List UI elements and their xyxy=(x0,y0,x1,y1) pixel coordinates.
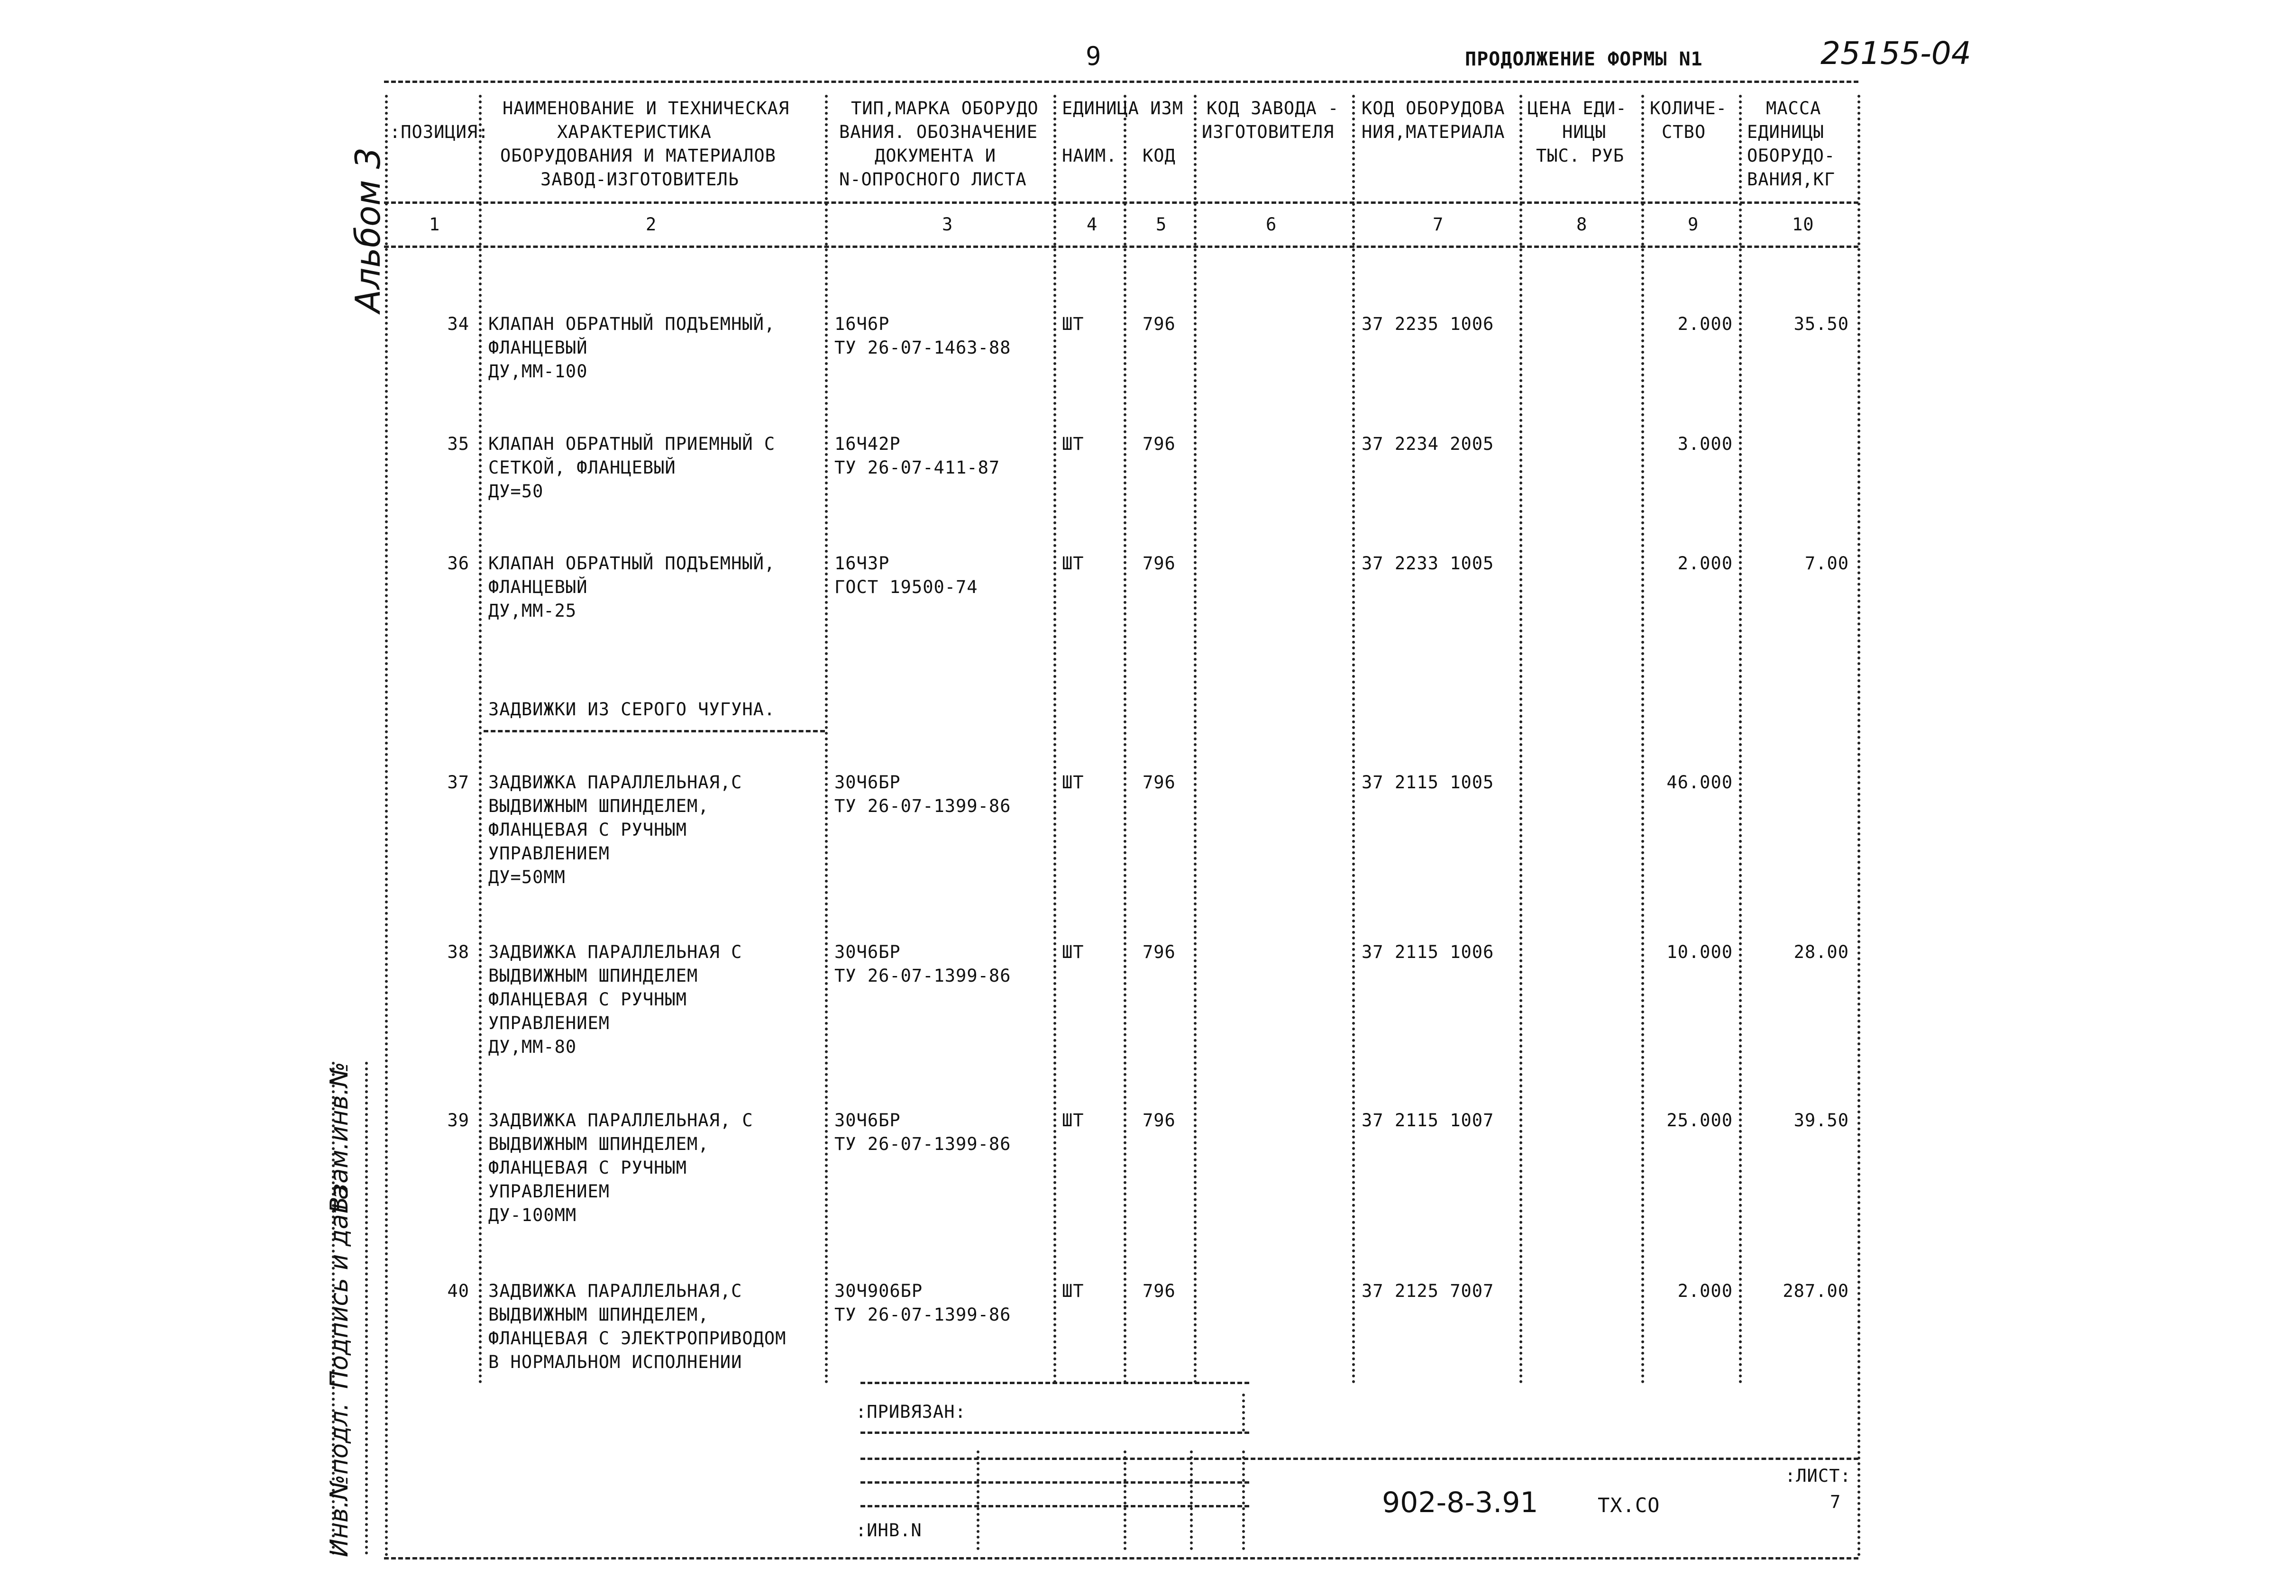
header-type-4: N-ОПРОСНОГО ЛИСТА xyxy=(839,169,1027,190)
header-name-4: ЗАВОД-ИЗГОТОВИТЕЛЬ xyxy=(540,169,739,190)
row-35-qty: 3.000 xyxy=(1677,434,1733,454)
row-40-name-2: ВЫДВИЖНЫМ ШПИНДЕЛЕМ, xyxy=(488,1304,709,1325)
header-price-1: ЦЕНА ЕДИ- xyxy=(1528,98,1627,119)
header-name-1: НАИМЕНОВАНИЕ И ТЕХНИЧЕСКАЯ xyxy=(503,98,790,119)
row-37-name-1: ЗАДВИЖКА ПАРАЛЛЕЛЬНАЯ,С xyxy=(488,772,742,793)
row-37-type-2: ТУ 26-07-1399-86 xyxy=(834,796,1011,816)
row-34-name-2: ФЛАНЦЕВЫЙ xyxy=(488,337,588,358)
side-stamp-inv-podl: Инв.№подл. xyxy=(325,1403,354,1557)
row-37-name-3: ФЛАНЦЕВАЯ С РУЧНЫМ xyxy=(488,820,687,840)
header-plant-code-1: КОД ЗАВОДА - xyxy=(1207,98,1339,119)
row-37-position: 37 xyxy=(447,772,469,793)
row-39-qty: 25.000 xyxy=(1666,1110,1733,1131)
doc-code-handwritten: 25155-04 xyxy=(1820,35,1971,72)
colnum-10: 10 xyxy=(1792,214,1814,235)
row-35-name-2: СЕТКОЙ, ФЛАНЦЕВЫЙ xyxy=(488,457,676,478)
col-sep-3 xyxy=(1053,95,1056,1384)
row-36-mass: 7.00 xyxy=(1804,553,1849,574)
stamp-top-rule xyxy=(860,1382,1249,1384)
row-36-qty: 2.000 xyxy=(1677,553,1733,574)
row-40-unit-code: 796 xyxy=(1143,1281,1176,1301)
album-label: Альбом 3 xyxy=(348,147,388,313)
stamp-sep-a xyxy=(977,1450,979,1550)
header-type-3: ДОКУМЕНТА И xyxy=(875,146,997,166)
row-39-name-5: ДУ-100ММ xyxy=(488,1205,577,1225)
col-sep-7 xyxy=(1519,95,1522,1384)
row-38-position: 38 xyxy=(447,942,469,962)
row-40-type-2: ТУ 26-07-1399-86 xyxy=(834,1304,1011,1325)
stamp-sep-b xyxy=(1124,1450,1126,1550)
header-price-3: ТЫС. РУБ xyxy=(1536,146,1625,166)
row-40-unit: ШТ xyxy=(1062,1281,1084,1301)
col-sep-1 xyxy=(479,95,482,1384)
table-top-rule xyxy=(384,81,1858,83)
colnum-2: 2 xyxy=(646,214,657,235)
header-equip-code-1: КОД ОБОРУДОВА xyxy=(1362,98,1505,119)
stamp-sep-d xyxy=(1242,1450,1245,1550)
header-unit: ЕДИНИЦА ИЗМ xyxy=(1062,98,1184,119)
row-36-name-1: КЛАПАН ОБРАТНЫЙ ПОДЪЕМНЫЙ, xyxy=(488,553,776,574)
row-36-position: 36 xyxy=(447,553,469,574)
row-35-unit: ШТ xyxy=(1062,434,1084,454)
row-38-name-3: ФЛАНЦЕВАЯ С РУЧНЫМ xyxy=(488,989,687,1010)
side-stamp-vzam-inv: Взам.инв.№ xyxy=(325,1062,354,1213)
row-35-unit-code: 796 xyxy=(1143,434,1176,454)
sheet-number: 7 xyxy=(1830,1492,1841,1512)
row-37-unit: ШТ xyxy=(1062,772,1084,793)
row-40-name-3: ФЛАНЦЕВАЯ С ЭЛЕКТРОПРИВОДОМ xyxy=(488,1328,787,1349)
table-bottom-rule xyxy=(384,1557,1858,1560)
colnum-8: 8 xyxy=(1576,214,1588,235)
header-unit-name: НАИМ. xyxy=(1062,146,1117,166)
section-heading: ЗАДВИЖКИ ИЗ СЕРОГО ЧУГУНА. xyxy=(488,699,776,720)
header-position: :ПОЗИЦИЯ: xyxy=(390,122,489,142)
row-35-position: 35 xyxy=(447,434,469,454)
header-bottom-rule xyxy=(384,201,1858,204)
row-34-unit-code: 796 xyxy=(1143,314,1176,334)
row-38-name-1: ЗАДВИЖКА ПАРАЛЛЕЛЬНАЯ С xyxy=(488,942,742,962)
col-sep-right xyxy=(1857,95,1860,1557)
row-35-type-2: ТУ 26-07-411-87 xyxy=(834,457,1000,478)
row-38-name-5: ДУ,ММ-80 xyxy=(488,1037,577,1057)
row-40-qty: 2.000 xyxy=(1677,1281,1733,1301)
row-39-mass: 39.50 xyxy=(1793,1110,1849,1131)
row-39-position: 39 xyxy=(447,1110,469,1131)
continuation-title: ПРОДОЛЖЕНИЕ ФОРМЫ N1 xyxy=(1465,48,1703,70)
row-34-equip-code: 37 2235 1006 xyxy=(1362,314,1494,334)
header-qty-2: СТВО xyxy=(1662,122,1706,142)
header-name-3: ОБОРУДОВАНИЯ И МАТЕРИАЛОВ xyxy=(500,146,776,166)
colnum-6: 6 xyxy=(1266,214,1277,235)
row-39-name-4: УПРАВЛЕНИЕМ xyxy=(488,1181,610,1202)
row-39-name-2: ВЫДВИЖНЫМ ШПИНДЕЛЕМ, xyxy=(488,1134,709,1154)
row-34-type-2: ТУ 26-07-1463-88 xyxy=(834,337,1011,358)
header-mass-2: ЕДИНИЦЫ xyxy=(1747,122,1824,142)
page-number: 9 xyxy=(1086,41,1102,71)
header-unit-code: КОД xyxy=(1143,146,1176,166)
row-38-unit-code: 796 xyxy=(1143,942,1176,962)
row-38-name-4: УПРАВЛЕНИЕМ xyxy=(488,1013,610,1033)
header-mass-1: МАССА xyxy=(1766,98,1821,119)
header-equip-code-2: НИЯ,МАТЕРИАЛА xyxy=(1362,122,1505,142)
colnum-1: 1 xyxy=(429,214,440,235)
row-34-qty: 2.000 xyxy=(1677,314,1733,334)
colnum-4: 4 xyxy=(1087,214,1098,235)
row-39-unit: ШТ xyxy=(1062,1110,1084,1131)
row-36-name-3: ДУ,ММ-25 xyxy=(488,601,577,621)
row-36-type-2: ГОСТ 19500-74 xyxy=(834,577,978,597)
row-40-name-1: ЗАДВИЖКА ПАРАЛЛЕЛЬНАЯ,С xyxy=(488,1281,742,1301)
row-38-mass: 28.00 xyxy=(1793,942,1849,962)
inv-number-label: :ИНВ.N xyxy=(856,1520,922,1541)
stamp-rule-2 xyxy=(860,1432,1249,1434)
colnum-7: 7 xyxy=(1433,214,1444,235)
row-34-unit: ШТ xyxy=(1062,314,1084,334)
row-35-equip-code: 37 2234 2005 xyxy=(1362,434,1494,454)
side-stamp-line-b xyxy=(365,1062,368,1555)
row-39-unit-code: 796 xyxy=(1143,1110,1176,1131)
row-36-equip-code: 37 2233 1005 xyxy=(1362,553,1494,574)
header-mass-3: ОБОРУДО- xyxy=(1747,146,1836,166)
row-38-unit: ШТ xyxy=(1062,942,1084,962)
document-mark: ТХ.СО xyxy=(1598,1494,1660,1517)
header-price-2: НИЦЫ xyxy=(1562,122,1607,142)
row-37-qty: 46.000 xyxy=(1666,772,1733,793)
row-40-mass: 287.00 xyxy=(1783,1281,1849,1301)
sheet-label: :ЛИСТ: xyxy=(1785,1466,1851,1486)
row-39-name-3: ФЛАНЦЕВАЯ С РУЧНЫМ xyxy=(488,1158,687,1178)
row-38-equip-code: 37 2115 1006 xyxy=(1362,942,1494,962)
row-38-type-1: 30Ч6БР xyxy=(834,942,901,962)
row-37-name-5: ДУ=50ММ xyxy=(488,867,566,887)
row-34-position: 34 xyxy=(447,314,469,334)
stamp-privyazan-right xyxy=(1242,1394,1245,1432)
row-39-equip-code: 37 2115 1007 xyxy=(1362,1110,1494,1131)
header-plant-code-2: ИЗГОТОВИТЕЛЯ xyxy=(1202,122,1335,142)
row-36-type-1: 16Ч3Р xyxy=(834,553,890,574)
row-40-position: 40 xyxy=(447,1281,469,1301)
row-35-type-1: 16Ч42Р xyxy=(834,434,901,454)
row-40-name-4: В НОРМАЛЬНОМ ИСПОЛНЕНИИ xyxy=(488,1352,742,1372)
col-sep-left xyxy=(385,95,388,1557)
row-38-type-2: ТУ 26-07-1399-86 xyxy=(834,966,1011,986)
col-sep-6 xyxy=(1352,95,1355,1384)
row-40-type-1: 30Ч906БР xyxy=(834,1281,923,1301)
row-34-type-1: 16Ч6Р xyxy=(834,314,890,334)
header-name-2: ХАРАКТЕРИСТИКА xyxy=(557,122,712,142)
row-37-equip-code: 37 2115 1005 xyxy=(1362,772,1494,793)
row-37-unit-code: 796 xyxy=(1143,772,1176,793)
stamp-sep-c xyxy=(1190,1450,1193,1550)
header-type-2: ВАНИЯ. ОБОЗНАЧЕНИЕ xyxy=(839,122,1038,142)
stamp-rule-3 xyxy=(860,1458,1858,1460)
privyazan-label: :ПРИВЯЗАН: xyxy=(856,1402,966,1422)
project-code: 902-8-3.91 xyxy=(1382,1486,1538,1519)
header-type-1: ТИП,МАРКА ОБОРУДО xyxy=(851,98,1039,119)
colnum-9: 9 xyxy=(1688,214,1699,235)
header-qty-1: КОЛИЧЕ- xyxy=(1650,98,1727,119)
col-sep-4 xyxy=(1124,95,1126,1384)
row-36-unit-code: 796 xyxy=(1143,553,1176,574)
colnum-5: 5 xyxy=(1156,214,1167,235)
row-37-name-4: УПРАВЛЕНИЕМ xyxy=(488,843,610,864)
col-sep-8 xyxy=(1641,95,1644,1384)
row-35-name-1: КЛАПАН ОБРАТНЫЙ ПРИЕМНЫЙ С xyxy=(488,434,776,454)
row-36-name-2: ФЛАНЦЕВЫЙ xyxy=(488,577,588,597)
row-39-type-2: ТУ 26-07-1399-86 xyxy=(834,1134,1011,1154)
col-sep-2 xyxy=(825,95,828,1384)
row-38-qty: 10.000 xyxy=(1666,942,1733,962)
row-34-name-3: ДУ,ММ-100 xyxy=(488,361,588,382)
row-39-name-1: ЗАДВИЖКА ПАРАЛЛЕЛЬНАЯ, С xyxy=(488,1110,753,1131)
side-stamp-podp-data: Подпись и дата xyxy=(325,1185,354,1389)
row-36-unit: ШТ xyxy=(1062,553,1084,574)
row-38-name-2: ВЫДВИЖНЫМ ШПИНДЕЛЕМ xyxy=(488,966,698,986)
section-underline xyxy=(484,730,825,732)
row-37-name-2: ВЫДВИЖНЫМ ШПИНДЕЛЕМ, xyxy=(488,796,709,816)
header-mass-4: ВАНИЯ,КГ xyxy=(1747,169,1836,190)
col-sep-5 xyxy=(1194,95,1197,1384)
col-sep-9 xyxy=(1739,95,1742,1384)
row-34-mass: 35.50 xyxy=(1793,314,1849,334)
colnum-3: 3 xyxy=(942,214,953,235)
row-37-type-1: 30Ч6БР xyxy=(834,772,901,793)
row-34-name-1: КЛАПАН ОБРАТНЫЙ ПОДЪЕМНЫЙ, xyxy=(488,314,776,334)
row-39-type-1: 30Ч6БР xyxy=(834,1110,901,1131)
row-40-equip-code: 37 2125 7007 xyxy=(1362,1281,1494,1301)
row-35-name-3: ДУ=50 xyxy=(488,481,544,502)
colnum-bottom-rule xyxy=(384,246,1858,248)
